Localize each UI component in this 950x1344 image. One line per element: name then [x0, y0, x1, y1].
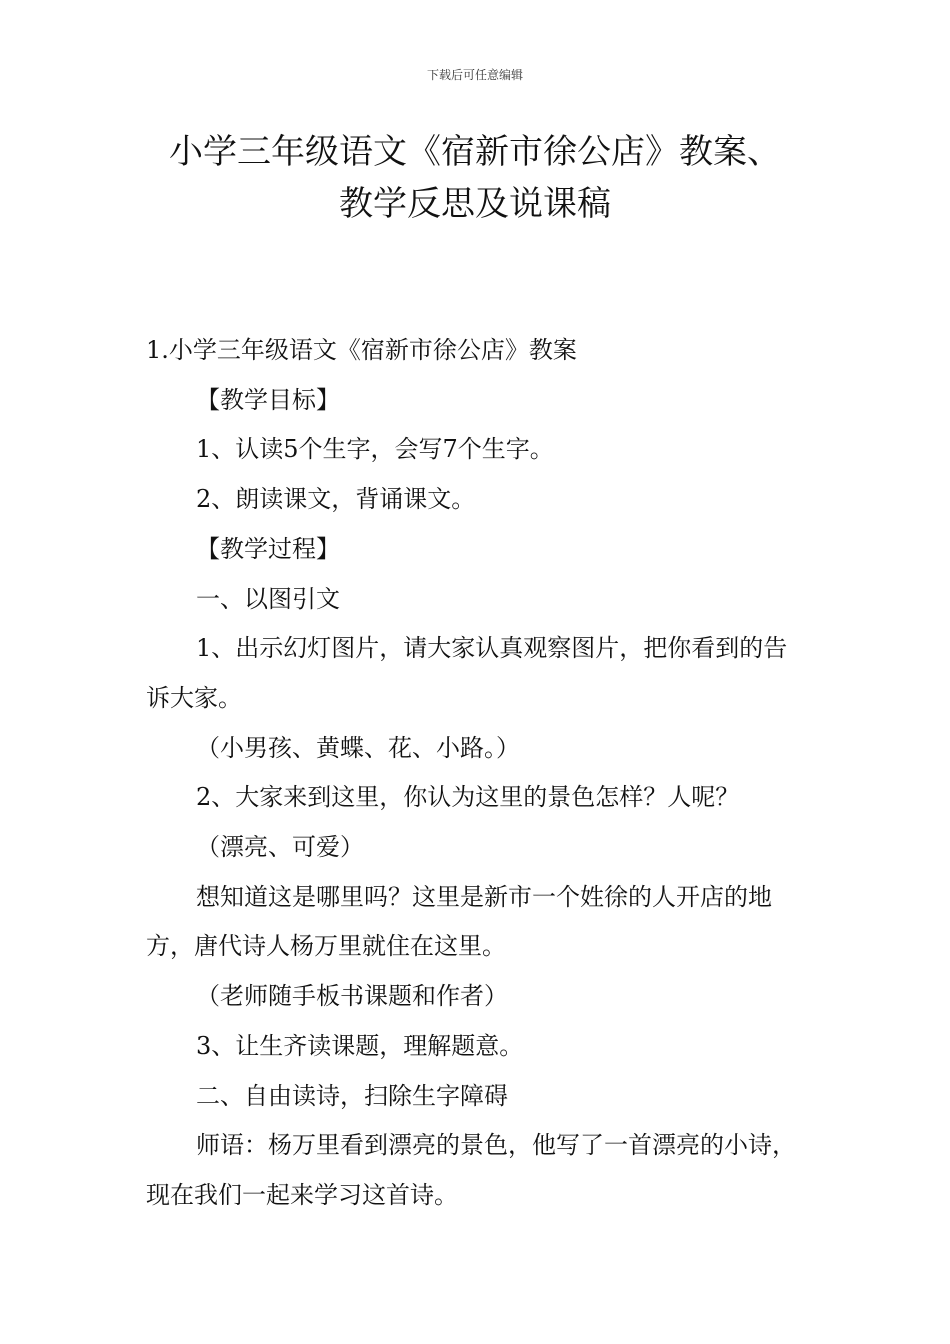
- title-line-2: 教学反思及说课稿: [339, 184, 611, 224]
- paragraph: 1、认读5个生字，会写7个生字。: [196, 435, 554, 464]
- paragraph: 师语：杨万里看到漂亮的景色，他写了一首漂亮的小诗，现在我们一起来学习这首诗。: [146, 1131, 796, 1209]
- paragraph: 【教学目标】: [196, 385, 340, 414]
- title-line-1: 小学三年级语文《宿新市徐公店》教案、: [169, 132, 781, 172]
- header-note: 下载后可任意编辑: [426, 68, 523, 82]
- paragraph: 一、以图引文: [196, 584, 340, 613]
- paragraph: （漂亮、可爱）: [196, 833, 364, 862]
- paragraph: 1、出示幻灯图片，请大家认真观察图片，把你看到的告诉大家。: [146, 634, 788, 712]
- paragraph: 【教学过程】: [196, 534, 340, 563]
- paragraph: 1.小学三年级语文《宿新市徐公店》教案: [146, 336, 577, 364]
- paragraph: 想知道这是哪里吗？这里是新市一个姓徐的人开店的地方，唐代诗人杨万里就住在这里。: [146, 882, 772, 961]
- paragraph: （小男孩、黄蝶、花、小路。）: [196, 733, 520, 762]
- paragraph: 二、自由读诗，扫除生字障碍: [196, 1081, 508, 1110]
- document-body: [146, 326, 810, 1221]
- paragraph: 3、让生齐读课题，理解题意。: [196, 1031, 524, 1060]
- paragraph: （老师随手板书课题和作者）: [196, 982, 508, 1011]
- paragraph: 2、大家来到这里，你认为这里的景色怎样？人呢？: [196, 783, 740, 812]
- document-title: [60, 126, 890, 230]
- paragraph: 2、朗读课文，背诵课文。: [196, 485, 476, 514]
